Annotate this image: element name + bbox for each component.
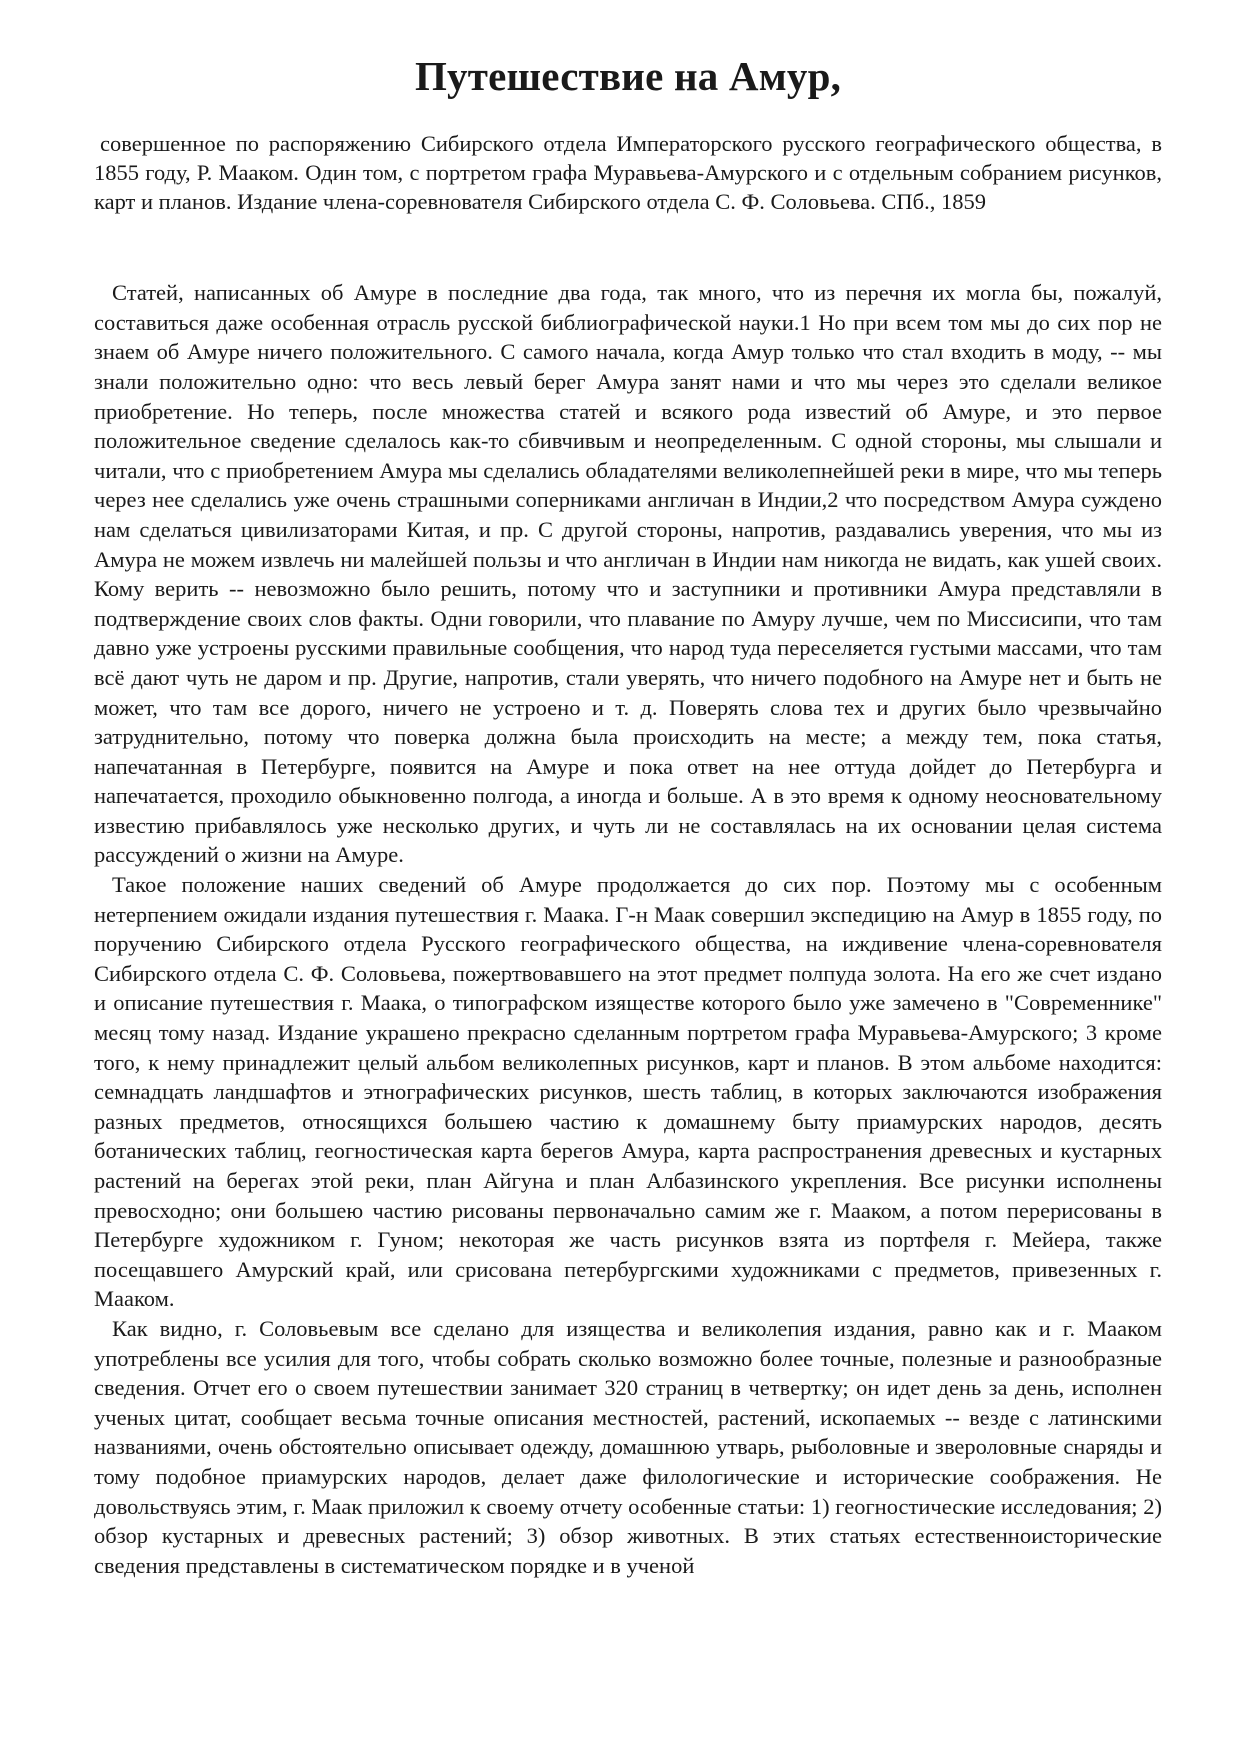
- body-paragraph: Такое положение наших сведений об Амуре продолжается до сих пор. Поэтому мы с особенным нетерпением ожидали издания путешествия г. Маака. Г-н Маак совершил экспедицию на Амур в 1855 году, по поручению Сибирского отдела Русского географического общества, на иждивение члена-соревнователя Сибирского отдела С. Ф. Соловьева, пожертвовавшего на этот предмет полпуда золота. На его же счет издано и описание путешествия г. Маака, о типографском изяществе которого было уже замечено в "Современнике" месяц тому назад. Издание украшено прекрасно сделанным портретом графа Муравьева-Амурского; 3 кроме того, к нему принадлежит целый альбом великолепных рисунков, карт и планов. В этом альбоме находится: семнадцать ландшафтов и этнографических рисунков, шесть таблиц, в которых заключаются изображения разных предметов, относящихся большею частию к домашнему быту приамурских народов, десять ботанических таблиц, геогностическая карта берегов Амура, карта распространения древесных и кустарных растений на берегах этой реки, план Айгуна и план Албазинского укрепления. Все рисунки исполнены превосходно; они большею частию рисованы первоначально самим же г. Мааком, а потом перерисованы в Петербурге художником г. Гуном; некоторая же часть рисунков взята из портфеля г. Мейера, также посещавшего Амурский край, или срисована петербургскими художниками с предметов, привезенных г. Мааком.: [94, 872, 1162, 1312]
- body-paragraph: Статей, написанных об Амуре в последние два года, так много, что из перечня их могла бы, пожалуй, составиться даже особенная отрасль русской библиографической науки.1 Но при всем том мы до сих пор не знаем об Амуре ничего положительного. С самого начала, когда Амур только что стал входить в моду, -- мы знали положительно одно: что весь левый берег Амура занят нами и что мы через это сделали великое приобретение. Но теперь, после множества статей и всякого рода известий об Амуре, и это первое положительное сведение сделалось как-то сбивчивым и неопределенным. С одной стороны, мы слышали и читали, что с приобретением Амура мы сделались обладателями великолепнейшей реки в мире, что мы теперь через нее сделались уже очень страшными соперниками англичан в Индии,2 что посредством Амура суждено нам сделаться цивилизаторами Китая, и пр. С другой стороны, напротив, раздавались уверения, что мы из Амура не можем извлечь ни малейшей пользы и что англичан в Индии нам никогда не видать, как ушей своих. Кому верить -- невозможно было решить, потому что и заступники и противники Амура представляли в подтверждение своих слов факты. Одни говорили, что плавание по Амуру лучше, чем по Миссисипи, что там давно уже устроены русскими правильные сообщения, что народ туда переселяется густыми массами, что там всё дают чуть не даром и пр. Другие, напротив, стали уверять, что ничего подобного на Амуре нет и быть не может, что там все дорого, ничего не устроено и т. д. Поверять слова тех и других было чрезвычайно затруднительно, потому что поверка должна была происходить на месте; а между тем, пока статья, напечатанная в Петербурге, появится на Амуре и пока ответ на нее оттуда дойдет до Петербурга и напечатается, проходило обыкновенно полгода, а иногда и больше. А в это время к одному неосновательному известию прибавлялось уже несколько других, и чуть ли не составлялась на их основании целая система рассуждений о жизни на Амуре.: [94, 280, 1162, 868]
- body-paragraph: Как видно, г. Соловьевым все сделано для изящества и великолепия издания, равно как и г. Мааком употреблены все усилия для того, чтобы собрать сколько возможно более точные, полезные и разнообразные сведения. Отчет его о своем путешествии занимает 320 страниц в четвертку; он идет день за день, исполнен ученых цитат, сообщает весьма точные описания местностей, растений, ископаемых -- везде с латинскими названиями, очень обстоятельно описывает одежду, домашнюю утварь, рыболовные и звероловные снаряды и тому подобное приамурских народов, делает даже филологические и исторические соображения. Не довольствуясь этим, г. Маак приложил к своему отчету особенные статьи: 1) геогностические исследования; 2) обзор кустарных и древесных растений; 3) обзор животных. В этих статьях естественноисторические сведения представлены в систематическом порядке и в ученой: [94, 1315, 1162, 1578]
- document-title: Путешествие на Амур,: [414, 53, 842, 99]
- document-body: [94, 278, 1162, 1580]
- document-subtitle: совершенное по распоряжению Сибирского отдела Императорского русского географического общества, в 1855 году, Р. Мааком. Один том, с портретом графа Муравьева-Амурского и с отдельным собранием рисунков, карт и планов. Издание члена-соревнователя Сибирского отдела С. Ф. Соловьева. СПб., 1859: [94, 131, 1162, 215]
- document-page: [94, 52, 1162, 1580]
